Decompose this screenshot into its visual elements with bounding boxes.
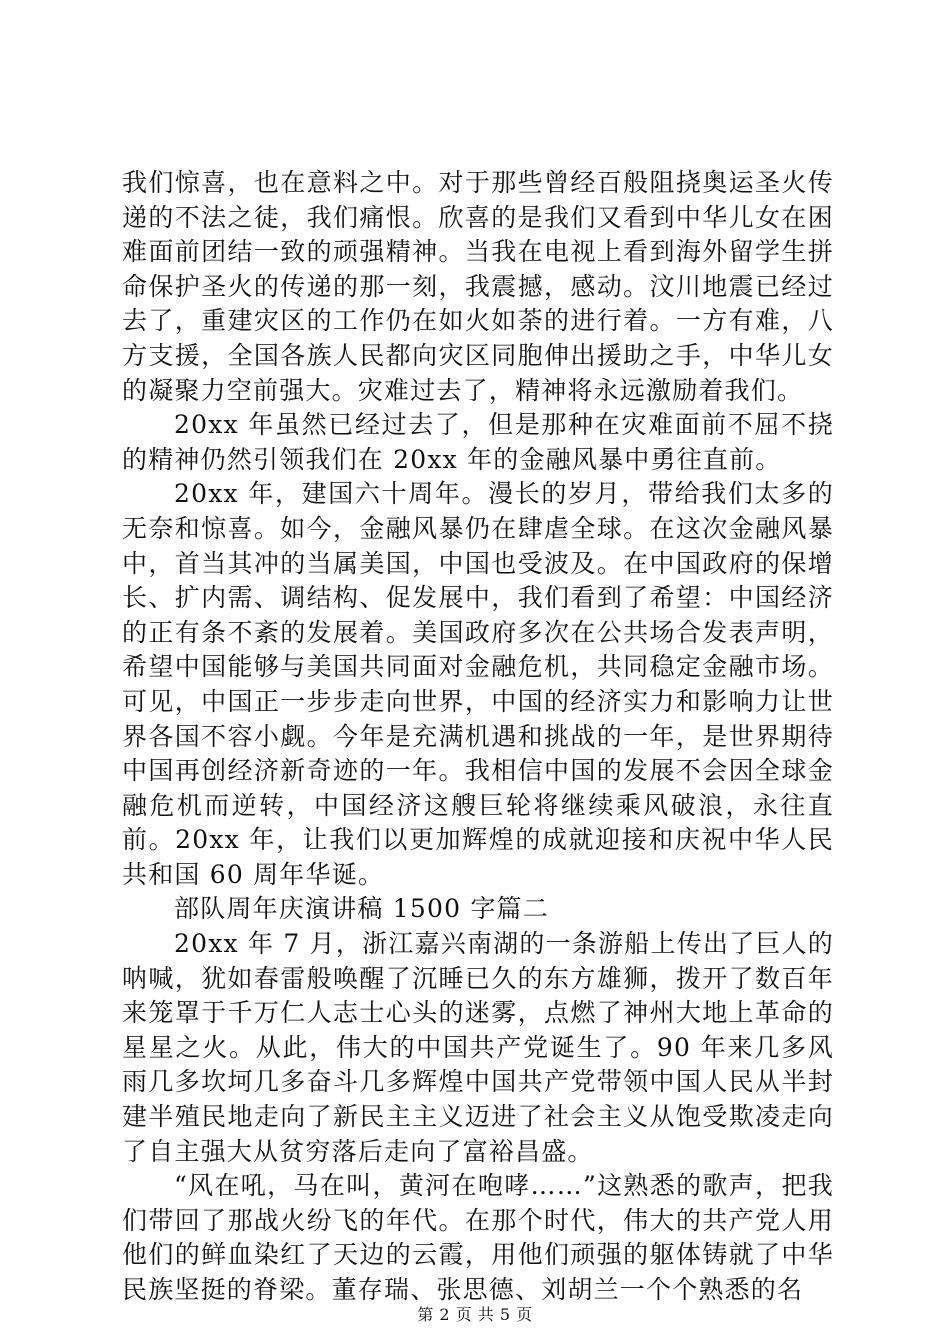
paragraph: 20xx 年，建国六十周年。漫长的岁月，带给我们太多的无奈和惊喜。如今，金融风暴仍在肆虐全球。在这次金融风暴中，首当其冲的当属美国，中国也受波及。在中国政府的保增长、扩内需、调结构、促发展中，我们看到了希望：中国经济的正有条不紊的发展着。美国政府多次在公共场合发表声明，希望中国能够与美国共同面对金融危机，共同稳定金融市场。可见，中国正一步步走向世界，中国的经济实力和影响力让世界各国不容小觑。今年是充满机遇和挑战的一年，是世界期待中国再创经济新奇迹的一年。我相信中国的发展不会因全球金融危机而逆转，中国经济这艘巨轮将继续乘风破浪，永往直前。20xx 年，让我们以更加辉煌的成就迎接和庆祝中华人民共和国 60 周年华诞。 (122, 479, 834, 889)
paragraph: 20xx 年虽然已经过去了，但是那种在灾难面前不屈不挠的精神仍然引领我们在 20xx 年的金融风暴中勇往直前。 (122, 410, 834, 474)
body-text (122, 166, 834, 1308)
paragraph: 20xx 年 7 月，浙江嘉兴南湖的一条游船上传出了巨人的呐喊，犹如春雷般唤醒了沉睡已久的东方雄狮，拨开了数百年来笼罩于千万仁人志士心头的迷雾，点燃了神州大地上革命的星星之火。从此，伟大的中国共产党诞生了。90 年来几多风雨几多坎坷几多奋斗几多辉煌中国共产党带领中国人民从半封建半殖民地走向了新民主主义迈进了社会主义从饱受欺凌走向了自主强大从贫穷落后走向了富裕昌盛。 (122, 929, 834, 1166)
section-heading: 部队周年庆演讲稿 1500 字篇二 (174, 894, 549, 924)
paragraph-continued: 我们惊喜，也在意料之中。对于那些曾经百般阻挠奥运圣火传递的不法之徒，我们痛恨。欣喜的是我们又看到中华儿女在困难面前团结一致的顽强精神。当我在电视上看到海外留学生拼命保护圣火的传递的那一刻，我震撼，感动。汶川地震已经过去了，重建灾区的工作仍在如火如荼的进行着。一方有难，八方支援，全国各族人民都向灾区同胞伸出援助之手，中华儿女的凝聚力空前强大。灾难过去了，精神将永远激励着我们。 (122, 168, 834, 405)
paragraph: “风在吼，马在叫，黄河在咆哮……”这熟悉的歌声，把我们带回了那战火纷飞的年代。在那个时代，伟大的共产党人用他们的鲜血染红了天边的云霞，用他们顽强的躯体铸就了中华民族坚挺的脊梁。董存瑞、张思德、刘胡兰一个个熟悉的名 (122, 1171, 834, 1304)
page-number-footer: 第 2 页 共 5 页 (417, 1305, 533, 1324)
